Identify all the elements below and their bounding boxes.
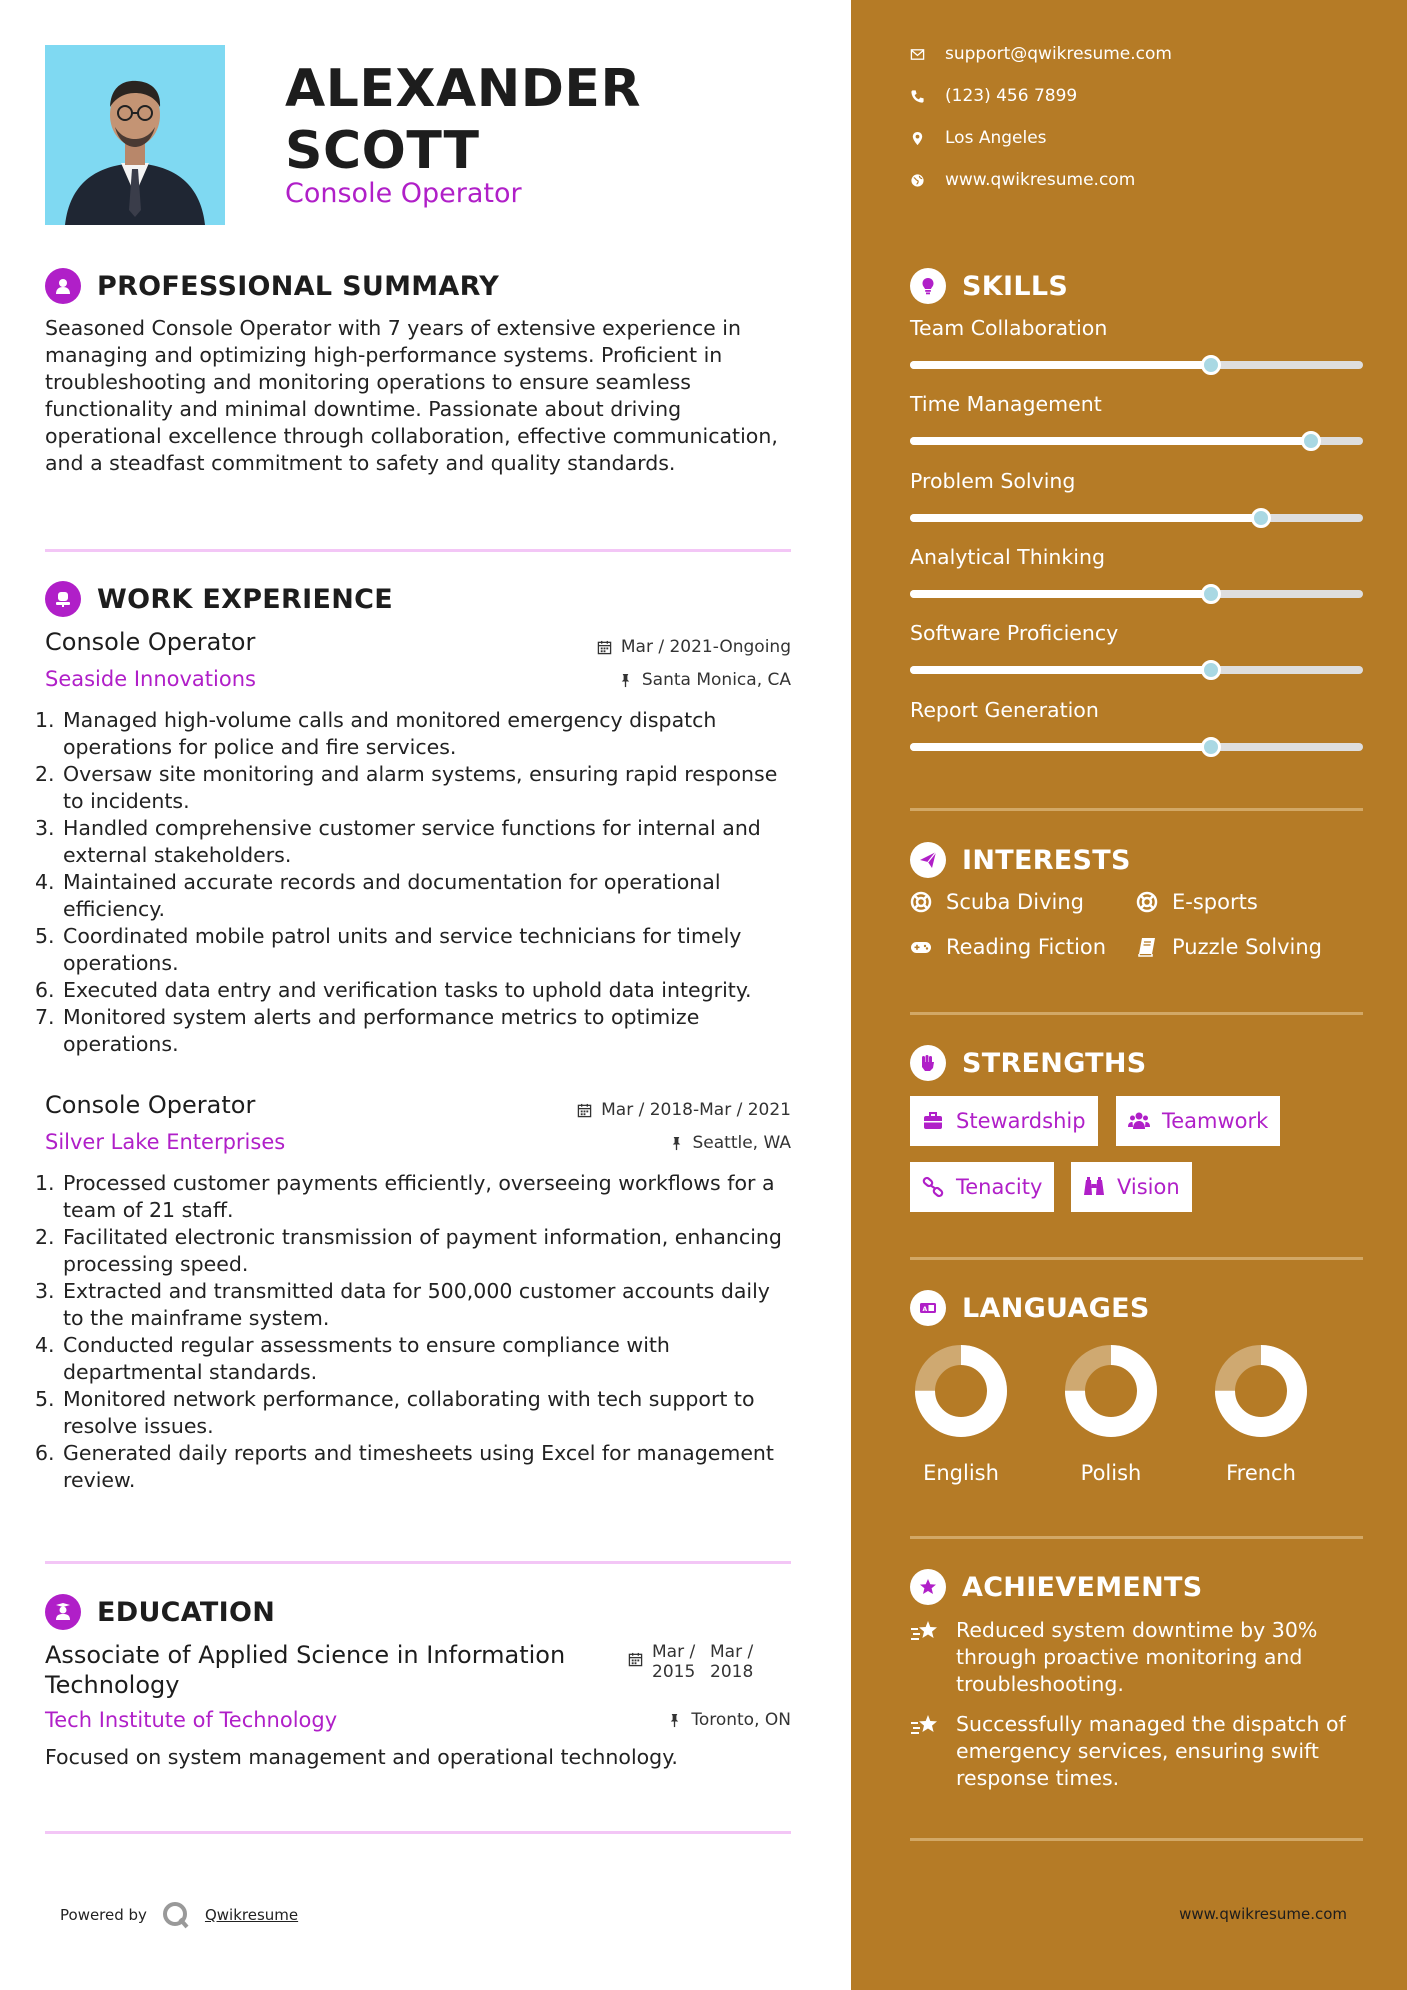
strength-chip	[910, 1096, 1098, 1146]
translate-icon	[910, 1290, 946, 1326]
achievement-item	[910, 1711, 1370, 1792]
summary-title: PROFESSIONAL SUMMARY	[97, 270, 500, 302]
strength-label: Stewardship	[956, 1109, 1086, 1133]
languages-heading	[910, 1290, 1150, 1326]
briefcase-icon	[922, 1110, 944, 1132]
binoculars-icon	[1083, 1176, 1105, 1198]
education-start: Mar / 2015	[652, 1642, 696, 1682]
skill-slider-fill	[910, 514, 1261, 522]
education-heading	[45, 1594, 275, 1630]
job-1-location	[618, 670, 791, 690]
profile-photo	[45, 45, 225, 225]
list-item: 1. Processed customer payments efficiently, overseeing workflows for a team of 21 staff.	[35, 1171, 775, 1222]
interest-label: Puzzle Solving	[1172, 935, 1322, 959]
job-1-location-text: Santa Monica, CA	[641, 670, 791, 690]
skill-slider	[910, 514, 1363, 522]
skill-slider-handle	[1201, 355, 1221, 375]
education-school: Tech Institute of Technology	[45, 1708, 338, 1732]
achievement-text: Successfully managed the dispatch of emergency services, ensuring swift response times.	[956, 1712, 1346, 1790]
education-description: Focused on system management and operational technology.	[45, 1745, 678, 1769]
lifebuoy-icon	[1136, 891, 1158, 913]
divider	[910, 808, 1363, 811]
qwikresume-logo-icon	[161, 1900, 191, 1930]
globe-icon	[910, 173, 925, 188]
skill-slider-fill	[910, 666, 1211, 674]
skill-slider	[910, 590, 1363, 598]
skill-slider-handle	[1201, 660, 1221, 680]
achievement-text: Reduced system downtime by 30% through proactive monitoring and troubleshooting.	[956, 1618, 1318, 1696]
job-2-title: Console Operator	[45, 1091, 256, 1119]
divider	[45, 549, 791, 552]
education-title: EDUCATION	[97, 1596, 276, 1628]
skill-slider-handle	[1251, 508, 1271, 528]
job-2-dates	[577, 1100, 791, 1120]
contact-website[interactable]	[910, 170, 1135, 190]
powered-by-label: Powered by	[60, 1906, 147, 1924]
shooting-star-icon	[910, 1713, 940, 1739]
skill-name: Team Collaboration	[910, 316, 1108, 340]
skill-slider	[910, 666, 1363, 674]
contact-location	[910, 128, 1047, 148]
calendar-icon	[628, 1652, 643, 1667]
contact-phone-text: (123) 456 7899	[945, 86, 1078, 106]
lightbulb-icon	[910, 268, 946, 304]
language-label: English	[923, 1461, 999, 1485]
footer-website[interactable]: www.qwikresume.com	[1179, 1905, 1347, 1923]
skill-slider-handle	[1201, 584, 1221, 604]
skill-name: Time Management	[910, 392, 1102, 416]
skill-slider-fill	[910, 437, 1311, 445]
user-icon	[45, 268, 81, 304]
envelope-icon	[910, 47, 925, 62]
interests-title: INTERESTS	[962, 844, 1131, 876]
link-icon	[922, 1176, 944, 1198]
skill-name: Software Proficiency	[910, 621, 1119, 645]
divider	[910, 1012, 1363, 1015]
strength-label: Teamwork	[1162, 1109, 1269, 1133]
job-1-company: Seaside Innovations	[45, 667, 256, 691]
pin-icon	[618, 673, 633, 688]
strength-label: Vision	[1117, 1175, 1180, 1199]
footer-powered	[60, 1900, 298, 1930]
sidebar	[851, 0, 1407, 1990]
education-location	[667, 1710, 791, 1730]
lifebuoy-icon	[910, 891, 932, 913]
achievements-heading	[910, 1569, 1203, 1605]
divider	[45, 1561, 791, 1564]
list-item: 5. Monitored network performance, collaborating with tech support to resolve issues.	[35, 1387, 755, 1438]
job-2-company: Silver Lake Enterprises	[45, 1130, 286, 1154]
language-ring	[911, 1341, 1011, 1441]
list-item: 3. Handled comprehensive customer service functions for internal and external stakeholders.	[35, 816, 761, 867]
skill-name: Report Generation	[910, 698, 1099, 722]
list-item: 7. Monitored system alerts and performance metrics to optimize operations.	[35, 1005, 700, 1056]
strengths-title: STRENGTHS	[962, 1047, 1147, 1079]
language-label: French	[1226, 1461, 1296, 1485]
interest-label: Reading Fiction	[946, 935, 1107, 959]
skill-slider-fill	[910, 743, 1211, 751]
skill-slider-handle	[1301, 431, 1321, 451]
skill-slider	[910, 437, 1363, 445]
job-1-title: Console Operator	[45, 628, 256, 656]
divider	[45, 1831, 791, 1834]
strengths-heading	[910, 1045, 1147, 1081]
interest-item	[910, 935, 1106, 959]
graduate-icon	[45, 1594, 81, 1630]
strength-label: Tenacity	[956, 1175, 1043, 1199]
list-item: 6. Generated daily reports and timesheets using Excel for management review.	[35, 1441, 774, 1492]
education-dates	[628, 1642, 768, 1682]
list-item: 3. Extracted and transmitted data for 500,000 customer accounts daily to the mainframe system.	[35, 1279, 770, 1330]
svg-text:A: A	[922, 1306, 928, 1313]
interest-item	[1136, 890, 1258, 914]
paper-plane-icon	[910, 842, 946, 878]
fist-icon	[910, 1045, 946, 1081]
strength-chip	[910, 1162, 1054, 1212]
contact-location-text: Los Angeles	[945, 128, 1047, 148]
experience-title: WORK EXPERIENCE	[97, 583, 393, 615]
skill-name: Analytical Thinking	[910, 545, 1105, 569]
languages-title: LANGUAGES	[962, 1292, 1150, 1324]
skills-heading	[910, 268, 1068, 304]
language-item	[1061, 1341, 1161, 1485]
summary-heading	[45, 268, 499, 304]
skill-slider-handle	[1201, 737, 1221, 757]
job-2-date-text: Mar / 2018-Mar / 2021	[601, 1100, 791, 1120]
skill-slider	[910, 743, 1363, 751]
list-item: 4. Maintained accurate records and documentation for operational efficiency.	[35, 870, 721, 921]
name-line-2: SCOTT	[285, 121, 480, 181]
list-item: 4. Conducted regular assessments to ensure compliance with departmental standards.	[35, 1333, 670, 1384]
contact-email[interactable]	[910, 44, 1172, 64]
pin-icon	[667, 1713, 682, 1728]
gamepad-icon	[910, 936, 932, 958]
interest-item	[910, 890, 1084, 914]
qwikresume-link[interactable]: Qwikresume	[204, 1906, 299, 1924]
users-icon	[1128, 1110, 1150, 1132]
list-item: 5. Coordinated mobile patrol units and service technicians for timely operations.	[35, 924, 742, 975]
education-location-text: Toronto, ON	[691, 1710, 791, 1730]
education-end: Mar / 2018	[710, 1642, 754, 1682]
job-2-responsibilities	[35, 1170, 795, 1494]
candidate-title: Console Operator	[285, 178, 522, 209]
phone-icon	[910, 89, 925, 104]
summary-text: Seasoned Console Operator with 7 years of extensive experience in managing and optimizing high-performance systems. Proficient in troubleshooting and monitoring operations to ensure seamless functionality and minimal downtime. Passionate about driving operational excellence through collaboration, effective communication, and a steadfast commitment to safety and quality standards.	[45, 316, 778, 475]
skill-slider	[910, 361, 1363, 369]
strength-chip	[1071, 1162, 1192, 1212]
interests-heading	[910, 842, 1131, 878]
language-ring	[1061, 1341, 1161, 1441]
job-1-responsibilities	[35, 707, 795, 1058]
shooting-star-icon	[910, 1619, 940, 1645]
education-degree: Associate of Applied Science in Information Technology	[45, 1641, 566, 1699]
book-icon	[1136, 936, 1158, 958]
divider	[910, 1838, 1363, 1841]
star-icon	[910, 1569, 946, 1605]
contact-phone[interactable]	[910, 86, 1077, 106]
language-ring	[1211, 1341, 1311, 1441]
interest-label: E-sports	[1172, 890, 1258, 914]
achievement-item	[910, 1617, 1370, 1698]
strength-chip	[1116, 1096, 1280, 1146]
calendar-icon	[577, 1103, 592, 1118]
list-item: 1. Managed high-volume calls and monitored emergency dispatch operations for police and fire services.	[35, 708, 717, 759]
name-line-1: ALEXANDER	[285, 59, 641, 119]
list-item: 2. Facilitated electronic transmission of payment information, enhancing processing speed.	[35, 1225, 782, 1276]
job-2-location	[669, 1133, 792, 1153]
skill-slider-fill	[910, 361, 1211, 369]
list-item: 6. Executed data entry and verification tasks to uphold data integrity.	[35, 978, 752, 1002]
skill-name: Problem Solving	[910, 469, 1076, 493]
language-item	[1211, 1341, 1311, 1485]
job-1-date-text: Mar / 2021-Ongoing	[620, 637, 791, 657]
map-pin-icon	[910, 131, 925, 146]
divider	[910, 1536, 1363, 1539]
calendar-icon	[597, 640, 612, 655]
briefcase-icon	[45, 581, 81, 617]
candidate-name	[285, 58, 641, 182]
pin-icon	[669, 1136, 684, 1151]
skills-title: SKILLS	[962, 270, 1069, 302]
contact-website-text: www.qwikresume.com	[945, 170, 1136, 190]
list-item: 2. Oversaw site monitoring and alarm systems, ensuring rapid response to incidents.	[35, 762, 778, 813]
skill-slider-fill	[910, 590, 1211, 598]
experience-heading	[45, 581, 393, 617]
interest-item	[1136, 935, 1322, 959]
divider	[910, 1257, 1363, 1260]
job-2-location-text: Seattle, WA	[692, 1133, 791, 1153]
language-item	[911, 1341, 1011, 1485]
job-1-dates	[597, 637, 791, 657]
interest-label: Scuba Diving	[946, 890, 1084, 914]
language-label: Polish	[1080, 1461, 1142, 1485]
achievements-title: ACHIEVEMENTS	[962, 1571, 1203, 1603]
contact-email-text: support@qwikresume.com	[945, 44, 1172, 64]
